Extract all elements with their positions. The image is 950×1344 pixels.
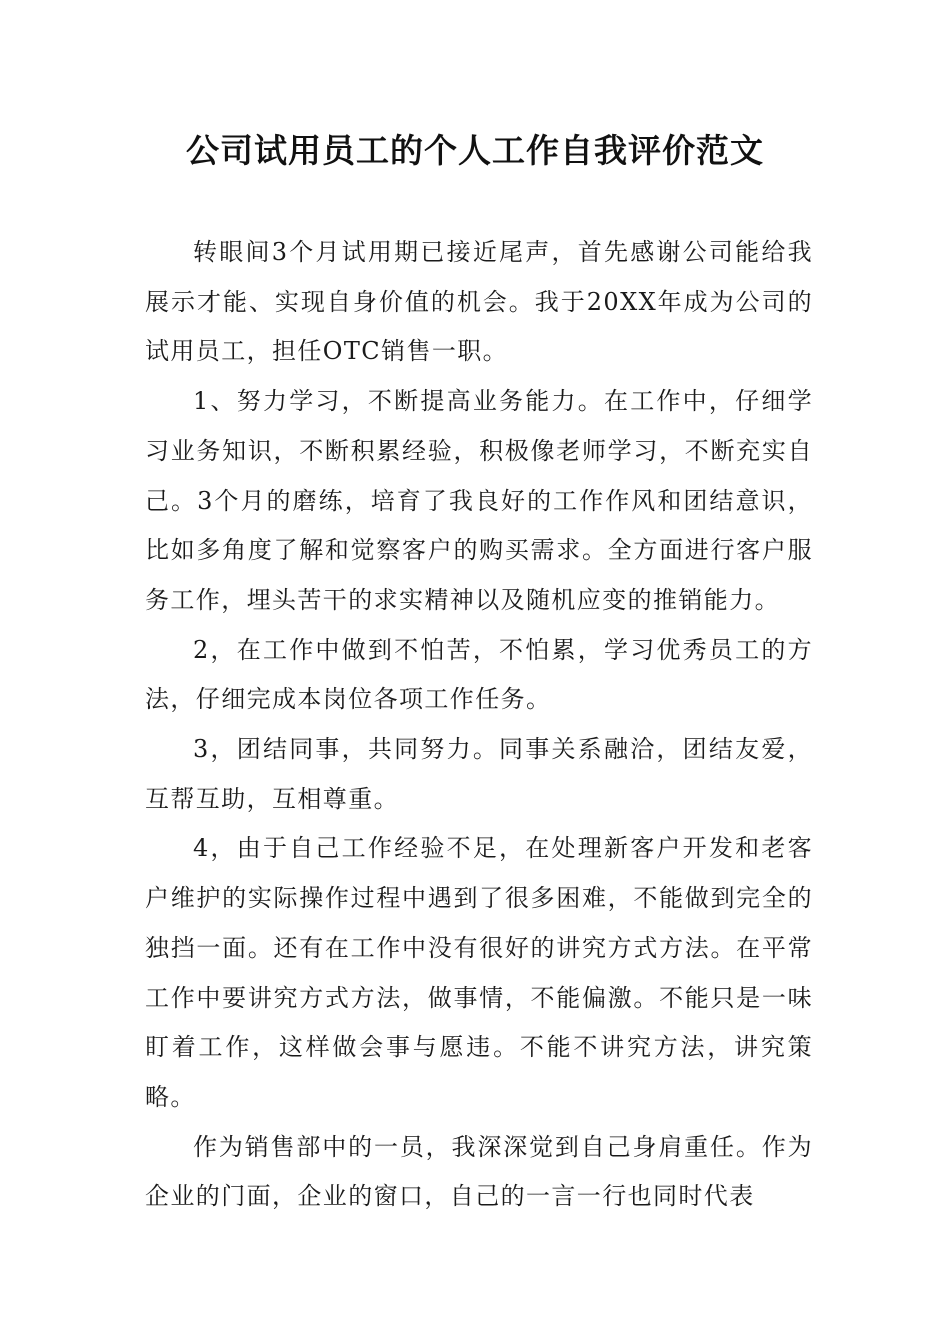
paragraph-point-4: 4，由于自己工作经验不足，在处理新客户开发和老客户维护的实际操作过程中遇到了很多困难，不能做到完全的独挡一面。还有在工作中没有很好的讲究方式方法。在平常工作中要讲究方式方法，做事情，不能偏激。不能只是一味盯着工作，这样做会事与愿违。不能不讲究方法，讲究策略。 (145, 834, 813, 1111)
document-title: 公司试用员工的个人工作自我评价范文 (186, 131, 764, 170)
paragraph-point-3: 3，团结同事，共同努力。同事关系融洽，团结友爱，互帮互助，互相尊重。 (145, 735, 813, 813)
document-body (145, 228, 813, 1222)
paragraph-intro: 转眼间3个月试用期已接近尾声，首先感谢公司能给我展示才能、实现自身价值的机会。我于20XX年成为公司的试用员工，担任OTC销售一职。 (145, 238, 813, 366)
paragraph-closing: 作为销售部中的一员，我深深觉到自己身肩重任。作为企业的门面，企业的窗口，自己的一言一行也同时代表 (145, 1132, 813, 1211)
paragraph-point-1: 1、努力学习，不断提高业务能力。在工作中，仔细学习业务知识，不断积累经验，积极像老师学习，不断充实自己。3个月的磨练，培育了我良好的工作作风和团结意识，比如多角度了解和觉察客户的购买需求。全方面进行客户服务工作，埋头苦干的求实精神以及随机应变的推销能力。 (145, 387, 813, 614)
paragraph-point-2: 2，在工作中做到不怕苦，不怕累，学习优秀员工的方法，仔细完成本岗位各项工作任务。 (145, 635, 813, 714)
